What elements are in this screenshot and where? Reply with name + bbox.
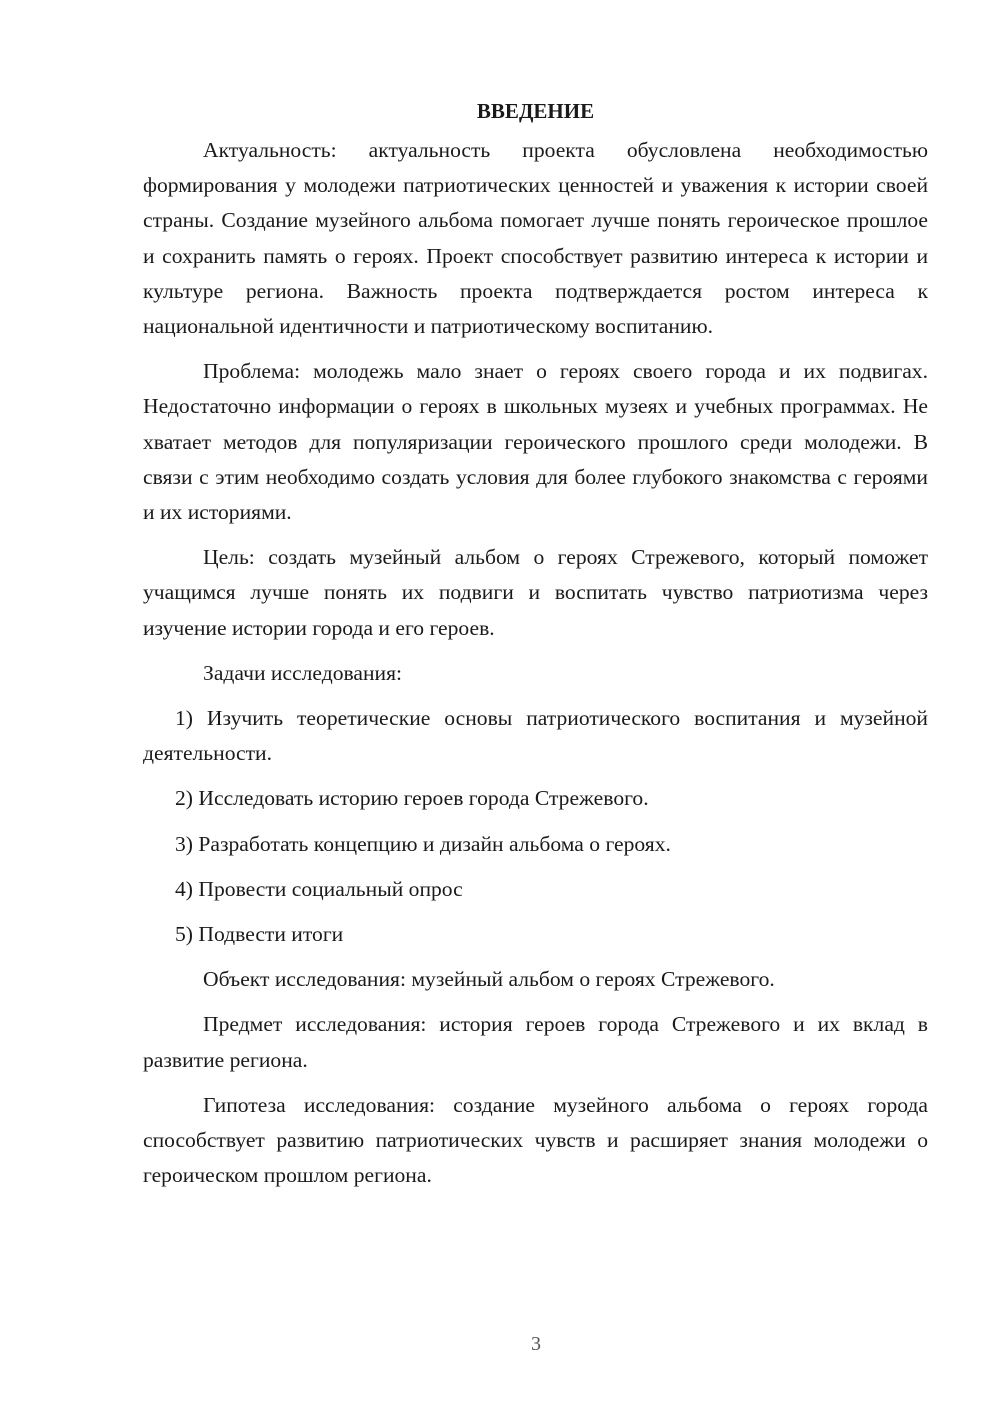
paragraph-relevance: Актуальность: актуальность проекта обусловлена необходимостью формирования у молодежи патриотических ценностей и уважения к истории своей страны. Создание музейного альбома помогает лучше понять героическое прошлое и сохранить память о героях. Проект способствует развитию интереса к истории и культуре региона. Важность проекта подтверждается ростом интереса к национальной идентичности и патриотическому воспитанию. xyxy=(143,138,928,339)
paragraph-problem: Проблема: молодежь мало знает о героях своего города и их подвигах. Недостаточно информации о героях в школьных музеях и учебных программах. Не хватает методов для популяризации героического прошлого среди молодежи. В связи с этим необходимо создать условия для более глубокого знакомства с героями и их историями. xyxy=(143,359,928,525)
list-item-task-4: 4) Провести социальный опрос xyxy=(175,876,463,901)
paragraph-goal: Цель: создать музейный альбом о героях Стрежевого, который поможет учащимся лучше понять их подвиги и воспитать чувство патриотизма через изучение истории города и его героев. xyxy=(143,545,928,640)
paragraph-object: Объект исследования: музейный альбом о героях Стрежевого. xyxy=(203,967,775,992)
paragraph-subject: Предмет исследования: история героев города Стрежевого и их вклад в развитие региона. xyxy=(143,1012,928,1072)
document-page xyxy=(143,94,928,1193)
list-item-task-2: 2) Исследовать историю героев города Стрежевого. xyxy=(175,786,649,811)
tasks-heading: Задачи исследования: xyxy=(203,660,403,685)
paragraph-hypothesis: Гипотеза исследования: создание музейного альбома о героях города способствует развитию патриотических чувств и расширяет знания молодежи о героическом прошлом региона. xyxy=(143,1092,928,1188)
section-title: ВВЕДЕНИЕ xyxy=(476,99,595,123)
page-number: 3 xyxy=(531,1333,541,1355)
list-item-task-1: 1) Изучить теоретические основы патриотического воспитания и музейной деятельности. xyxy=(143,706,928,766)
list-item-task-3: 3) Разработать концепцию и дизайн альбома о героях. xyxy=(175,831,671,856)
list-item-task-5: 5) Подвести итоги xyxy=(175,922,344,947)
